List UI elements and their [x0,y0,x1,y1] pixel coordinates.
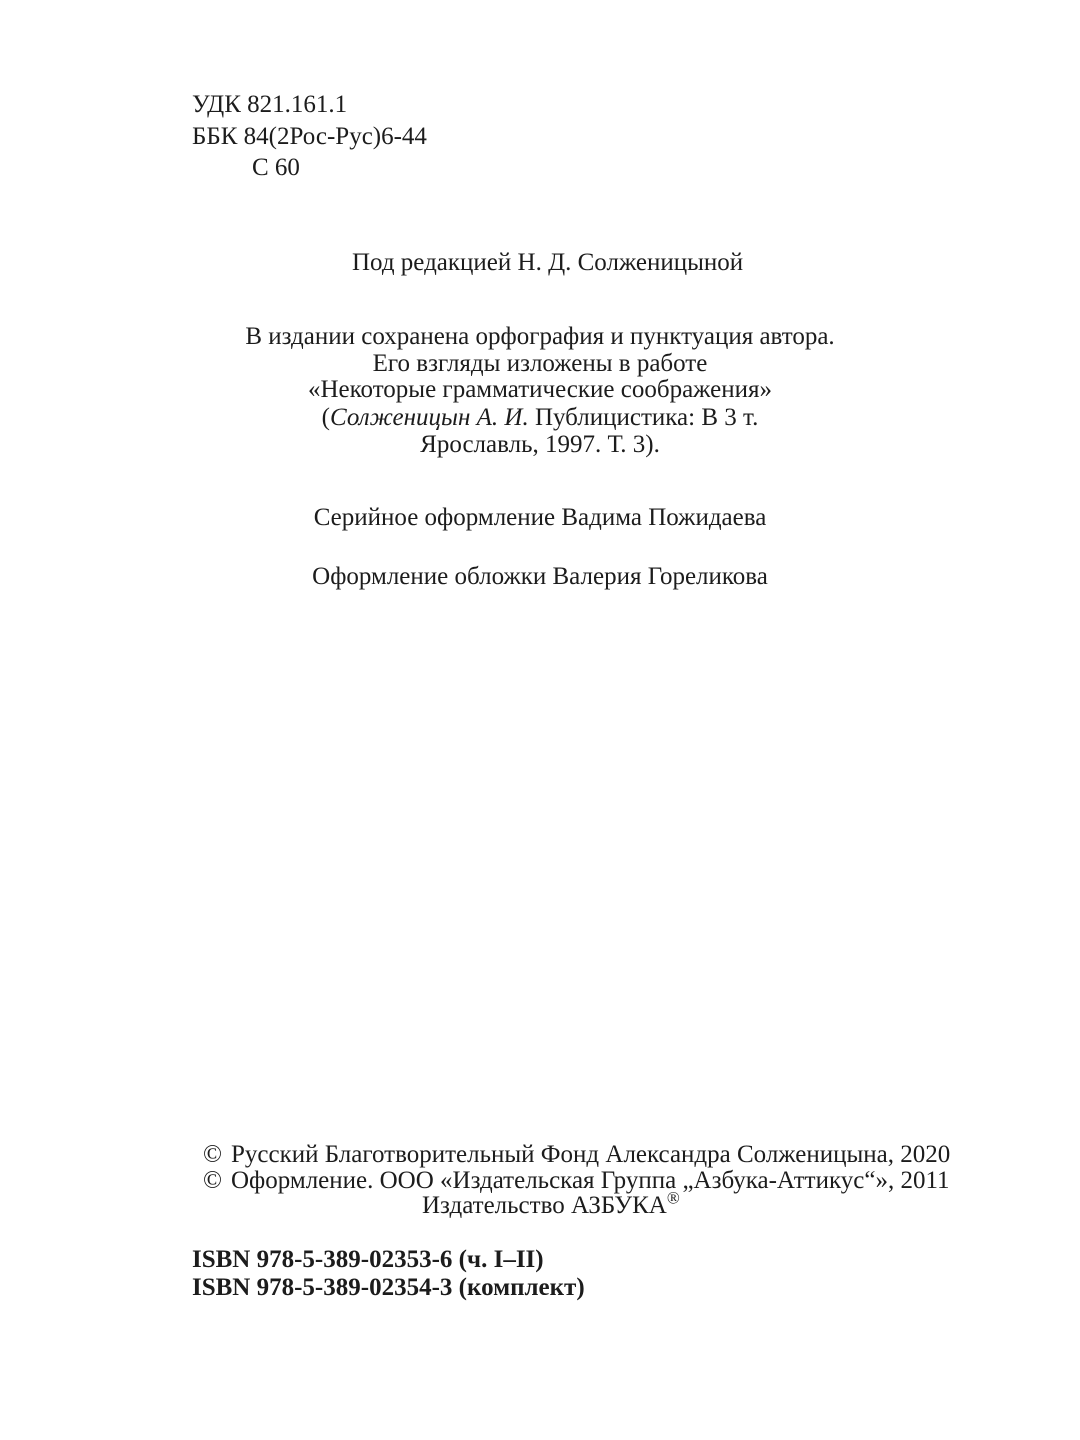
udk-code: УДК 821.161.1 [192,91,348,118]
cover-design-credit: Оформление обложки Валерия Гореликова [312,563,768,590]
note-line-3: «Некоторые грамматические соображения» [308,376,772,403]
note-author-italic: Солженицын А. И. [329,404,529,431]
note-line-4 [0,403,1080,433]
editor-credit: Под редакцией Н. Д. Солженицыной [352,249,744,276]
note-line-1: В издании сохранена орфография и пунктуация автора. [245,323,835,350]
note-publication: Публицистика: В 3 т. [528,404,759,431]
publisher-name [422,1188,680,1221]
series-design-credit: Серийное оформление Вадима Пожидаева [313,504,767,531]
registered-mark: ® [666,1188,680,1208]
copyright-holder-1: Русский Благотворительный Фонд Александра Солженицына, 2020 [231,1141,951,1168]
bbk-code: ББК 84(2Рос-Рус)6-44 [192,123,427,150]
note-line-5: Ярославль, 1997. Т. 3). [420,431,660,458]
isbn-volume: ISBN 978-5-389-02353-6 (ч. I–II) [192,1246,544,1273]
copyright-holder-2: Оформление. ООО «Издательская Группа „Азбука-Аттикус“», 2011 [231,1167,950,1194]
copyright-sign: © [203,1141,222,1168]
note-line-2: Его взгляды изложены в работе [372,350,708,377]
author-mark: С 60 [252,154,300,181]
copyright-sign: © [203,1167,222,1194]
publisher-label: Издательство АЗБУКА [422,1192,667,1219]
note-paren-open: ( [321,404,330,431]
isbn-set: ISBN 978-5-389-02354-3 (комплект) [192,1274,585,1301]
